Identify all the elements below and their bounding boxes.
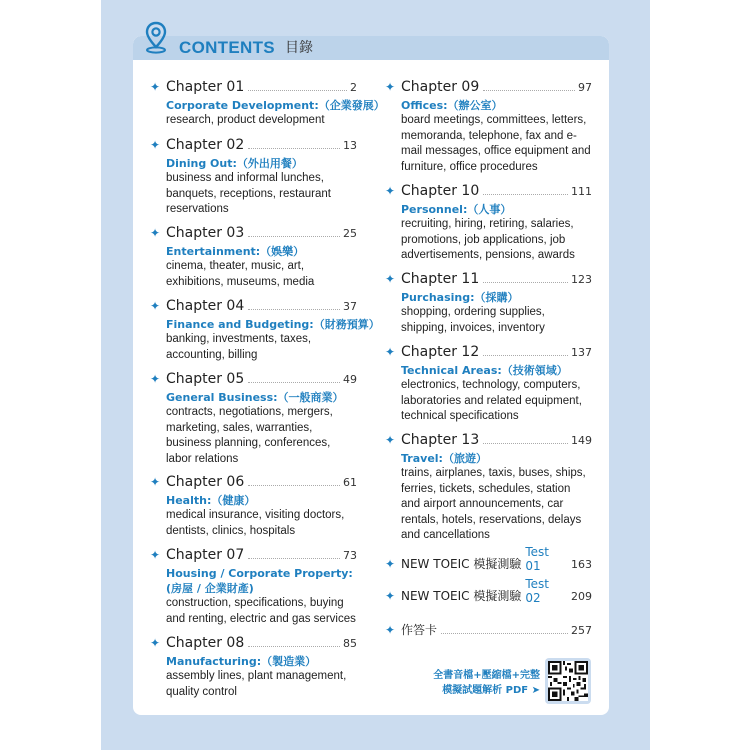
chapter-title: Chapter 04 (166, 298, 245, 314)
extra-title: 作答卡 (401, 623, 438, 637)
qr-code[interactable] (545, 658, 591, 704)
chapter-title: Chapter 10 (401, 183, 480, 199)
toc-entry-ch05[interactable] (150, 369, 357, 467)
chapter-description: assembly lines, plant management, quality control (166, 670, 347, 698)
star-bullet-icon: ✦ (385, 345, 396, 359)
chapter-topic: Technical Areas:（技術領域） (401, 364, 568, 377)
dot-leader (441, 633, 568, 634)
test-tag: Test 02 (525, 577, 549, 605)
dot-leader (248, 148, 340, 149)
chapter-topic: Finance and Budgeting:（財務預算） (166, 318, 380, 331)
dot-leader (483, 282, 568, 283)
dot-leader (248, 485, 340, 486)
chapter-description: cinema, theater, music, art, exhibitions, museums, media (166, 260, 315, 288)
page-number: 49 (343, 373, 357, 386)
extra-title: NEW TOEIC 模擬測驗 (401, 589, 522, 603)
chapter-description: medical insurance, visiting doctors, dentists, clinics, hospitals (166, 509, 345, 537)
dot-leader (483, 355, 568, 356)
dot-leader (248, 90, 347, 91)
extra-title: NEW TOEIC 模擬測驗 (401, 557, 522, 571)
star-bullet-icon: ✦ (385, 589, 396, 603)
chapter-topic: Travel:（旅遊） (401, 452, 487, 465)
toc-entry-ch07[interactable] (150, 545, 357, 627)
bonus-download-text[interactable] (424, 668, 540, 698)
page-number: 97 (578, 81, 592, 94)
chapter-title: Chapter 08 (166, 635, 245, 651)
star-bullet-icon: ✦ (150, 636, 161, 650)
chapter-topic: Dining Out:（外出用餐） (166, 157, 303, 170)
page-number: 25 (343, 227, 357, 240)
toc-entry-test02[interactable] (385, 577, 592, 605)
star-bullet-icon: ✦ (150, 548, 161, 562)
page-number: 257 (571, 624, 592, 637)
dot-leader (248, 236, 340, 237)
page-title-zh: 目錄 (285, 40, 313, 56)
test-tag: Test 01 (525, 545, 549, 573)
page-number: 73 (343, 549, 357, 562)
star-bullet-icon: ✦ (150, 80, 161, 94)
chapter-topic: Offices:（辦公室） (401, 99, 503, 112)
toc-entry-ch03[interactable] (150, 223, 357, 290)
star-bullet-icon: ✦ (150, 475, 161, 489)
qr-code-icon (548, 661, 588, 701)
star-bullet-icon: ✦ (150, 372, 161, 386)
chapter-title: Chapter 12 (401, 344, 480, 360)
chapter-description: board meetings, committees, letters, memoranda, telephone, fax and e-mail messages, office equipment and furniture, office procedures (401, 114, 591, 173)
toc-entry-ch10[interactable] (385, 181, 592, 264)
chapter-description: construction, specifications, buying and renting, electric and gas services (166, 597, 356, 625)
chapter-topic: Purchasing:（採購） (401, 291, 519, 304)
dot-leader (483, 90, 575, 91)
star-bullet-icon: ✦ (385, 80, 396, 94)
star-bullet-icon: ✦ (385, 623, 396, 637)
chapter-topic-zh: (房屋 / 企業財產) (166, 582, 254, 595)
page-number: 123 (571, 273, 592, 286)
toc-entry-ch12[interactable] (385, 342, 592, 425)
toc-entry-ch02[interactable] (150, 135, 357, 218)
star-bullet-icon: ✦ (385, 433, 396, 447)
chapter-description: shopping, ordering supplies, shipping, invoices, inventory (401, 306, 545, 334)
bonus-line-2: 模擬試題解析 PDF ➤ (442, 685, 540, 696)
chapter-topic: Health:（健康） (166, 494, 256, 507)
page-number: 137 (571, 346, 592, 359)
chapter-topic: Manufacturing:（製造業） (166, 655, 317, 668)
chapter-description: banking, investments, taxes, accounting, billing (166, 333, 312, 361)
chapter-description: trains, airplanes, taxis, buses, ships, ferries, tickets, schedules, station and airport announcements, car rentals, hotels, reservations, delays and cancellations (401, 467, 586, 541)
chapter-title: Chapter 02 (166, 137, 245, 153)
page-title: CONTENTS (179, 38, 275, 57)
page-number: 37 (343, 300, 357, 313)
toc-entry-test01[interactable] (385, 545, 592, 573)
dot-leader (248, 646, 340, 647)
toc-entry-ch11[interactable] (385, 269, 592, 336)
chapter-title: Chapter 07 (166, 547, 245, 563)
location-pin-icon (145, 21, 167, 55)
star-bullet-icon: ✦ (150, 138, 161, 152)
toc-entry-ch13[interactable] (385, 430, 592, 544)
dot-leader (483, 194, 568, 195)
page-number: 149 (571, 434, 592, 447)
toc-entry-ch09[interactable] (385, 77, 592, 175)
page-number: 85 (343, 637, 357, 650)
dot-leader (248, 558, 340, 559)
dot-leader (483, 443, 568, 444)
dot-leader (248, 309, 340, 310)
chapter-topic: Housing / Corporate Property: (166, 567, 353, 580)
chapter-description: recruiting, hiring, retiring, salaries, promotions, job applications, job advertisements, pensions, awards (401, 218, 575, 261)
chapter-title: Chapter 01 (166, 79, 245, 95)
chapter-description: electronics, technology, computers, laboratories and related equipment, technical specifications (401, 379, 582, 422)
chapter-title: Chapter 13 (401, 432, 480, 448)
toc-entry-ch08[interactable] (150, 633, 357, 700)
star-bullet-icon: ✦ (385, 184, 396, 198)
page-number: 2 (350, 81, 357, 94)
star-bullet-icon: ✦ (385, 557, 396, 571)
toc-entry-ch01[interactable] (150, 77, 385, 129)
chapter-title: Chapter 05 (166, 371, 245, 387)
page-number: 61 (343, 476, 357, 489)
bonus-line-1: 全書音檔+壓縮檔+完整 (433, 670, 540, 681)
page-number: 13 (343, 139, 357, 152)
toc-entry-answer-sheet[interactable] (385, 620, 592, 639)
chapter-title: Chapter 03 (166, 225, 245, 241)
toc-entry-ch04[interactable] (150, 296, 380, 363)
dot-leader (248, 382, 340, 383)
chapter-topic: Corporate Development:（企業發展） (166, 99, 385, 112)
star-bullet-icon: ✦ (150, 299, 161, 313)
chapter-description: business and informal lunches, banquets, receptions, restaurant reservations (166, 172, 331, 215)
star-bullet-icon: ✦ (385, 272, 396, 286)
page-number: 111 (571, 185, 592, 198)
page-number: 163 (571, 558, 592, 571)
chapter-description: contracts, negotiations, mergers, marketing, sales, warranties, business planning, conferences, labor relations (166, 406, 333, 465)
chapter-title: Chapter 09 (401, 79, 480, 95)
chapter-title: Chapter 06 (166, 474, 245, 490)
star-bullet-icon: ✦ (150, 226, 161, 240)
chapter-topic: Personnel:（人事） (401, 203, 512, 216)
chapter-topic: General Business:（一般商業） (166, 391, 344, 404)
chapter-title: Chapter 11 (401, 271, 480, 287)
chapter-description: research, product development (166, 114, 325, 126)
chapter-topic: Entertainment:（娛樂） (166, 245, 305, 258)
toc-entry-ch06[interactable] (150, 472, 357, 539)
page-number: 209 (571, 590, 592, 603)
